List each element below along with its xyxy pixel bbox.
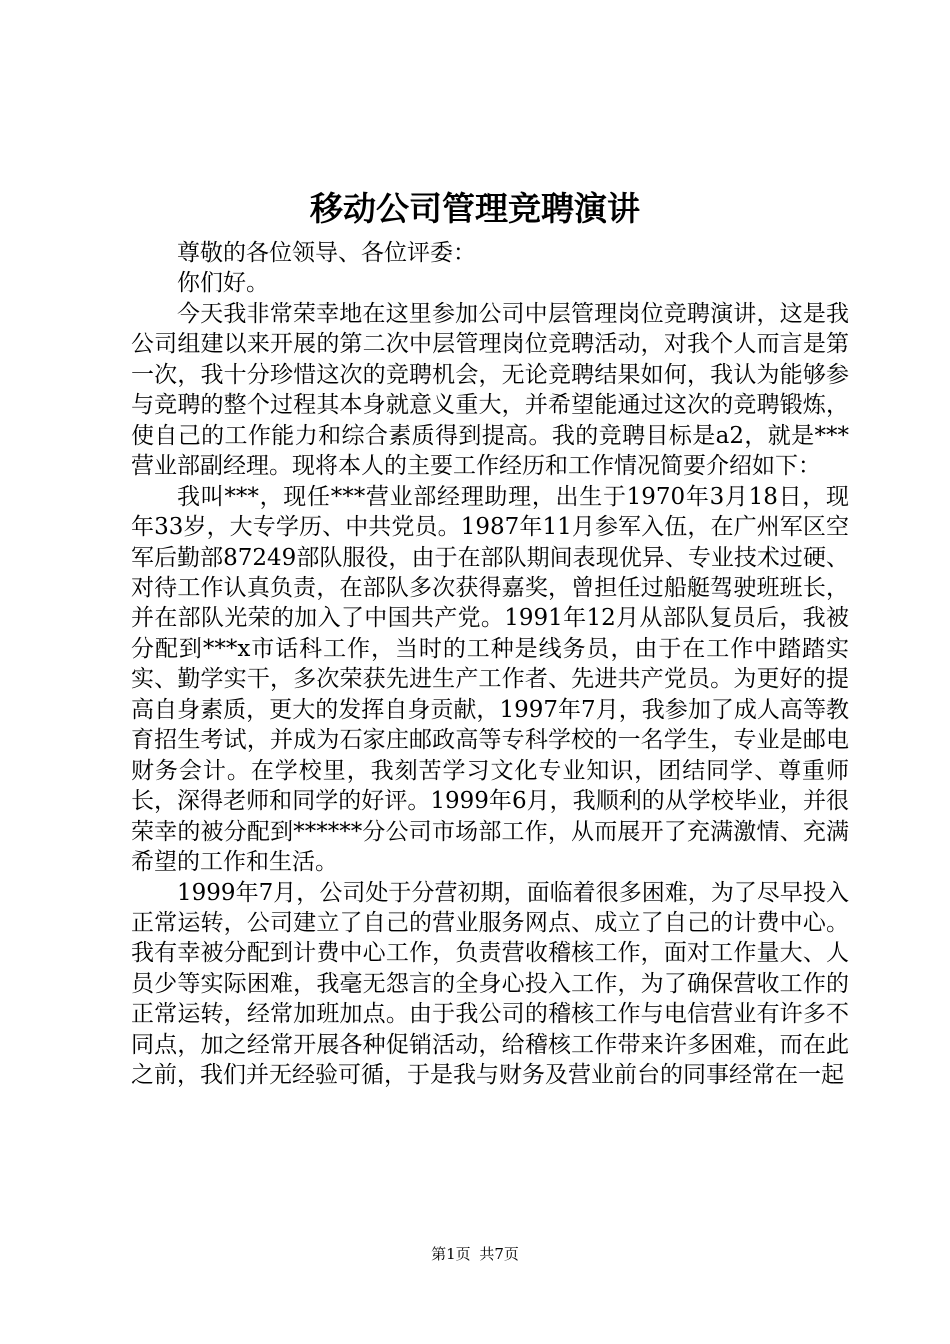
salutation: 尊敬的各位领导、各位评委： [177,240,476,266]
paragraph-background: 我叫***，现任***营业部经理助理，出生于1970年3月18日，现年33岁，大专学历、中共党员。1987年11月参军入伍，在广州军区空军后勤部87249部队服役，由于在部队期间表现优异、专业技术过硬、对待工作认真负责，在部队多次获得嘉奖，曾担任过船艇驾驶班班长，并在部队光荣的加入了中国共产党。1991年12月从部队复员后，我被分配到***x市话科工作，当时的工种是线务员，由于在工作中踏踏实实、勤学实干，多次荣获先进生产工作者、先进共产党员。为更好的提高自身素质，更大的发挥自身贡献，1997年7月，我参加了成人高等教育招生考试，并成为石家庄邮政高等专科学校的一名学生，专业是邮电财务会计。在学校里，我刻苦学习文化专业知识，团结同学、尊重师长，深得老师和同学的好评。1999年6月，我顺利的从学校毕业，并很荣幸的被分配到******分公司市场部工作，从而展开了充满激情、充满希望的工作和生活。 [131,483,849,876]
page-total: 共7页 [479,1245,519,1263]
page-number: 第1页 [431,1245,471,1263]
document-body [131,238,849,1091]
greeting: 你们好。 [177,270,269,297]
document-title: 移动公司管理竞聘演讲 [310,189,640,228]
page-footer [0,1243,950,1265]
paragraph-introduction: 今天我非常荣幸地在这里参加公司中层管理岗位竞聘演讲，这是我公司组建以来开展的第二次中层管理岗位竞聘活动，对我个人而言是第一次，我十分珍惜这次的竞聘机会，无论竞聘结果如何，我认为能够参与竞聘的整个过程其本身就意义重大，并希望能通过这次的竞聘锻炼，使自己的工作能力和综合素质得到提高。我的竞聘目标是a2，就是***营业部副经理。现将本人的主要工作经历和工作情况简要介绍如下： [131,300,849,480]
paragraph-work-experience: 1999年7月，公司处于分营初期，面临着很多困难，为了尽早投入正常运转，公司建立了自己的营业服务网点、成立了自己的计费中心。我有幸被分配到计费中心工作，负责营收稽核工作，面对工作量大、人员少等实际困难，我毫无怨言的全身心投入工作，为了确保营收工作的正常运转，经常加班加点。由于我公司的稽核工作与电信营业有许多不同点，加之经常开展各种促销活动，给稽核工作带来许多困难，而在此之前，我们并无经验可循，于是我与财务及营业前台的同事经常在一起 [131,879,849,1089]
